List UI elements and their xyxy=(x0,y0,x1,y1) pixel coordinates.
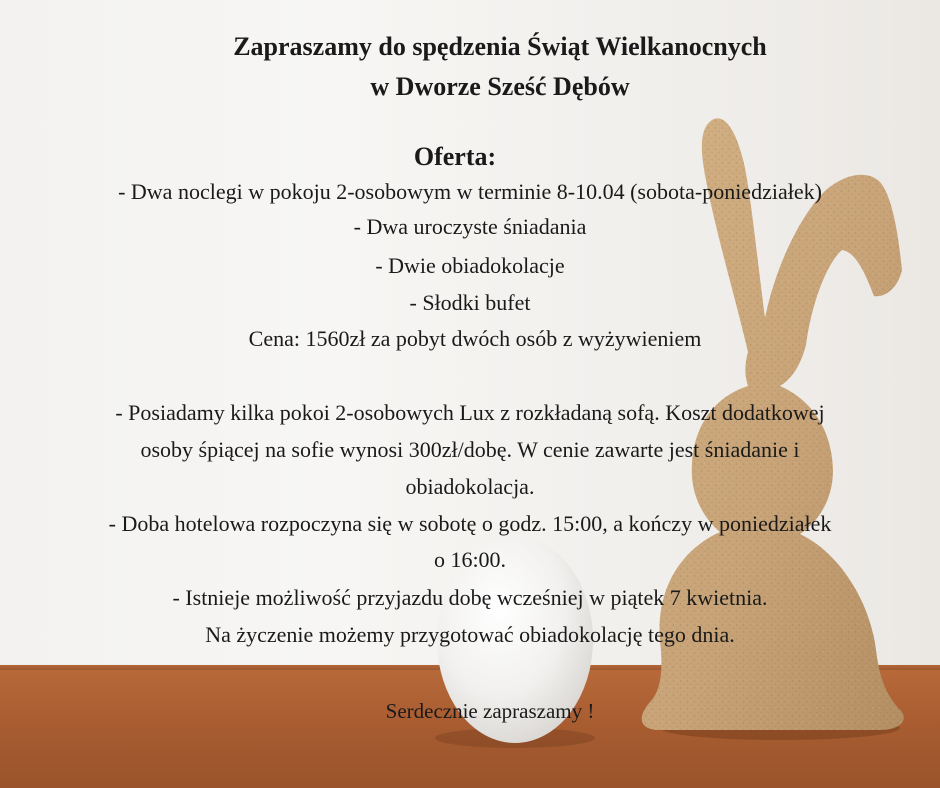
hotel-day-line-1: - Doba hotelowa rozpoczyna się w sobotę o godz. 15:00, a kończy w poniedziałek xyxy=(108,511,832,536)
lux-rooms-line-1: - Posiadamy kilka pokoi 2-osobowych Lux z rozkładaną sofą. Koszt dodatkowej xyxy=(115,400,825,425)
offer-item: - Słodki bufet xyxy=(409,290,531,315)
lux-rooms-line-2: osoby śpiącej na sofie wynosi 300zł/dobę. W cenie zawarte jest śniadanie i xyxy=(140,437,800,462)
early-arrival-line-1: - Istnieje możliwość przyjazdu dobę wcześniej w piątek 7 kwietnia. xyxy=(172,585,768,610)
offer-price: Cena: 1560zł za pobyt dwóch osób z wyżywieniem xyxy=(248,326,702,351)
hotel-day-line-2: o 16:00. xyxy=(433,547,507,572)
offer-item: - Dwie obiadokolacje xyxy=(375,253,565,278)
lux-rooms-line-3: obiadokolacja. xyxy=(405,474,535,499)
early-arrival-line-2: Na życzenie możemy przygotować obiadokolację tego dnia. xyxy=(205,622,735,647)
offer-item: - Dwa uroczyste śniadania xyxy=(353,214,587,239)
offer-item: - Dwa noclegi w pokoju 2-osobowym w terminie 8-10.04 (sobota-poniedziałek) xyxy=(118,179,822,204)
title-line-2: w Dworze Sześć Dębów xyxy=(370,72,630,101)
closing-text: Serdecznie zapraszamy ! xyxy=(385,699,595,723)
title-line-1: Zapraszamy do spędzenia Świąt Wielkanocnych xyxy=(233,32,767,61)
offer-heading: Oferta: xyxy=(413,142,497,171)
